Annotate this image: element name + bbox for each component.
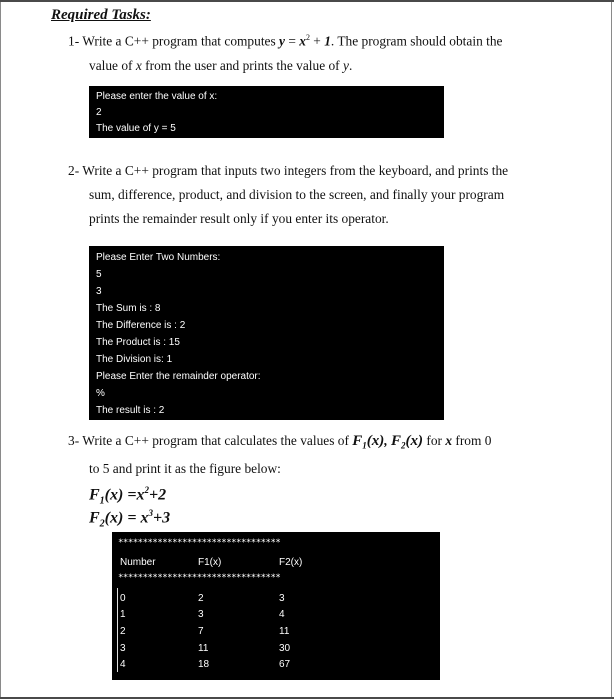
console-2-line: 3 — [96, 286, 102, 297]
formula-x: x — [299, 33, 306, 49]
console-output-2 — [89, 246, 444, 420]
table-cell: 1 — [120, 609, 126, 620]
table-cell: 2 — [198, 593, 204, 604]
table-header-f2: F2(x) — [279, 557, 303, 568]
table-header-f1: F1(x) — [198, 557, 222, 568]
formula-f1-rest: (x) =x — [104, 486, 145, 504]
task-2-number: 2- — [68, 163, 80, 178]
table-cell: 11 — [279, 626, 290, 637]
table-header-number: Number — [120, 557, 156, 568]
task-3-number: 3- — [68, 433, 80, 448]
task-3-x: x — [445, 433, 453, 448]
formula-f2-sub: 2 — [99, 518, 105, 530]
formula-y: y — [279, 33, 285, 49]
table-cell: 67 — [279, 659, 291, 670]
formula-f1-tail: +2 — [148, 486, 167, 504]
task-3-f2-sub: 2 — [401, 440, 406, 451]
task-1-line2-x: x — [135, 58, 142, 73]
formula-plus: + — [309, 33, 325, 49]
task-3-f1-sub: 1 — [362, 440, 367, 451]
console-output-1 — [89, 86, 444, 138]
task-1-line2-c: . — [348, 58, 353, 73]
task-2-line-2: sum, difference, product, and division to the screen, and finally your program — [89, 187, 505, 202]
table-cell: 4 — [279, 609, 285, 620]
formula-f1 — [89, 485, 166, 507]
table-cell: 2 — [120, 626, 126, 637]
table-cell: 7 — [198, 626, 204, 637]
task-3-f1: F — [352, 433, 363, 449]
table-cell: 18 — [198, 659, 210, 670]
console-2-line: 5 — [96, 269, 102, 280]
task-3-line-2: to 5 and print it as the figure below: — [89, 461, 281, 476]
console-1-line: 2 — [96, 107, 102, 118]
table-star-border-bottom: ********************************* — [118, 573, 281, 583]
formula-f2 — [89, 508, 170, 530]
console-2-line: The result is : 2 — [96, 405, 165, 416]
table-cell: 4 — [120, 659, 126, 670]
console-2-line: The Difference is : 2 — [96, 320, 186, 331]
task-1-text-b: . The program should obtain the — [330, 33, 503, 49]
task-1-line-1 — [68, 33, 502, 49]
formula-f1-exp: 2 — [144, 485, 149, 495]
formula-f2-f: F — [89, 509, 100, 527]
task-3-text-c: from 0 — [452, 433, 492, 448]
formula-f1-sub: 1 — [99, 495, 105, 507]
console-2-line: Please Enter Two Numbers: — [96, 252, 221, 263]
task-3-line-1 — [68, 433, 491, 451]
table-cell: 3 — [120, 643, 126, 654]
formula-eq: = — [285, 33, 300, 49]
top-divider — [0, 0, 614, 2]
task-1-line2-y: y — [343, 58, 349, 73]
formula-exponent: 2 — [305, 33, 310, 42]
table-cell: 11 — [198, 643, 209, 654]
formula-f2-tail: +3 — [152, 509, 171, 527]
table-cell: 30 — [279, 643, 291, 654]
console-2-line: The Sum is : 8 — [96, 303, 161, 314]
console-1-line: The value of y = 5 — [96, 123, 176, 134]
console-2-line: % — [96, 388, 105, 399]
formula-one: 1 — [324, 33, 331, 49]
formula-f2-exp: 3 — [148, 508, 153, 518]
task-3-sep: , — [384, 433, 391, 448]
task-2-line-3: prints the remainder result only if you enter its operator. — [89, 211, 389, 226]
task-3-f2: F — [391, 433, 402, 449]
task-1-number: 1- — [68, 33, 80, 49]
console-2-line: Please Enter the remainder operator: — [96, 371, 261, 382]
task-1-line2-a: value of — [89, 58, 136, 73]
task-2-line-1 — [68, 163, 508, 179]
table-cell: 3 — [198, 609, 204, 620]
table-left-rule — [117, 588, 118, 672]
console-1-line: Please enter the value of x: — [96, 91, 218, 102]
formula-f2-rest: (x) = x — [104, 509, 149, 527]
task-3-f2-arg: (x) — [405, 433, 424, 449]
console-2-line: The Product is : 15 — [96, 337, 180, 348]
task-1-line-2 — [89, 58, 352, 74]
formula-f1-f: F — [89, 486, 100, 504]
output-table — [112, 532, 440, 680]
table-cell: 0 — [120, 593, 126, 604]
task-3-f1-arg: (x) — [366, 433, 385, 449]
table-cell: 3 — [279, 593, 285, 604]
task-3-text-a: Write a C++ program that calculates the values of — [82, 433, 353, 448]
table-star-border-top: ********************************* — [118, 538, 281, 548]
task-1-line2-b: from the user and prints the value of — [141, 58, 343, 73]
task-3-text-b: for — [423, 433, 446, 448]
console-2-line: The Division is: 1 — [96, 354, 173, 365]
section-heading: Required Tasks: — [51, 7, 151, 23]
task-2-text-1: Write a C++ program that inputs two integers from the keyboard, and prints the — [82, 163, 509, 178]
task-1-text-a: Write a C++ program that computes — [82, 33, 280, 49]
bottom-divider — [0, 697, 614, 699]
